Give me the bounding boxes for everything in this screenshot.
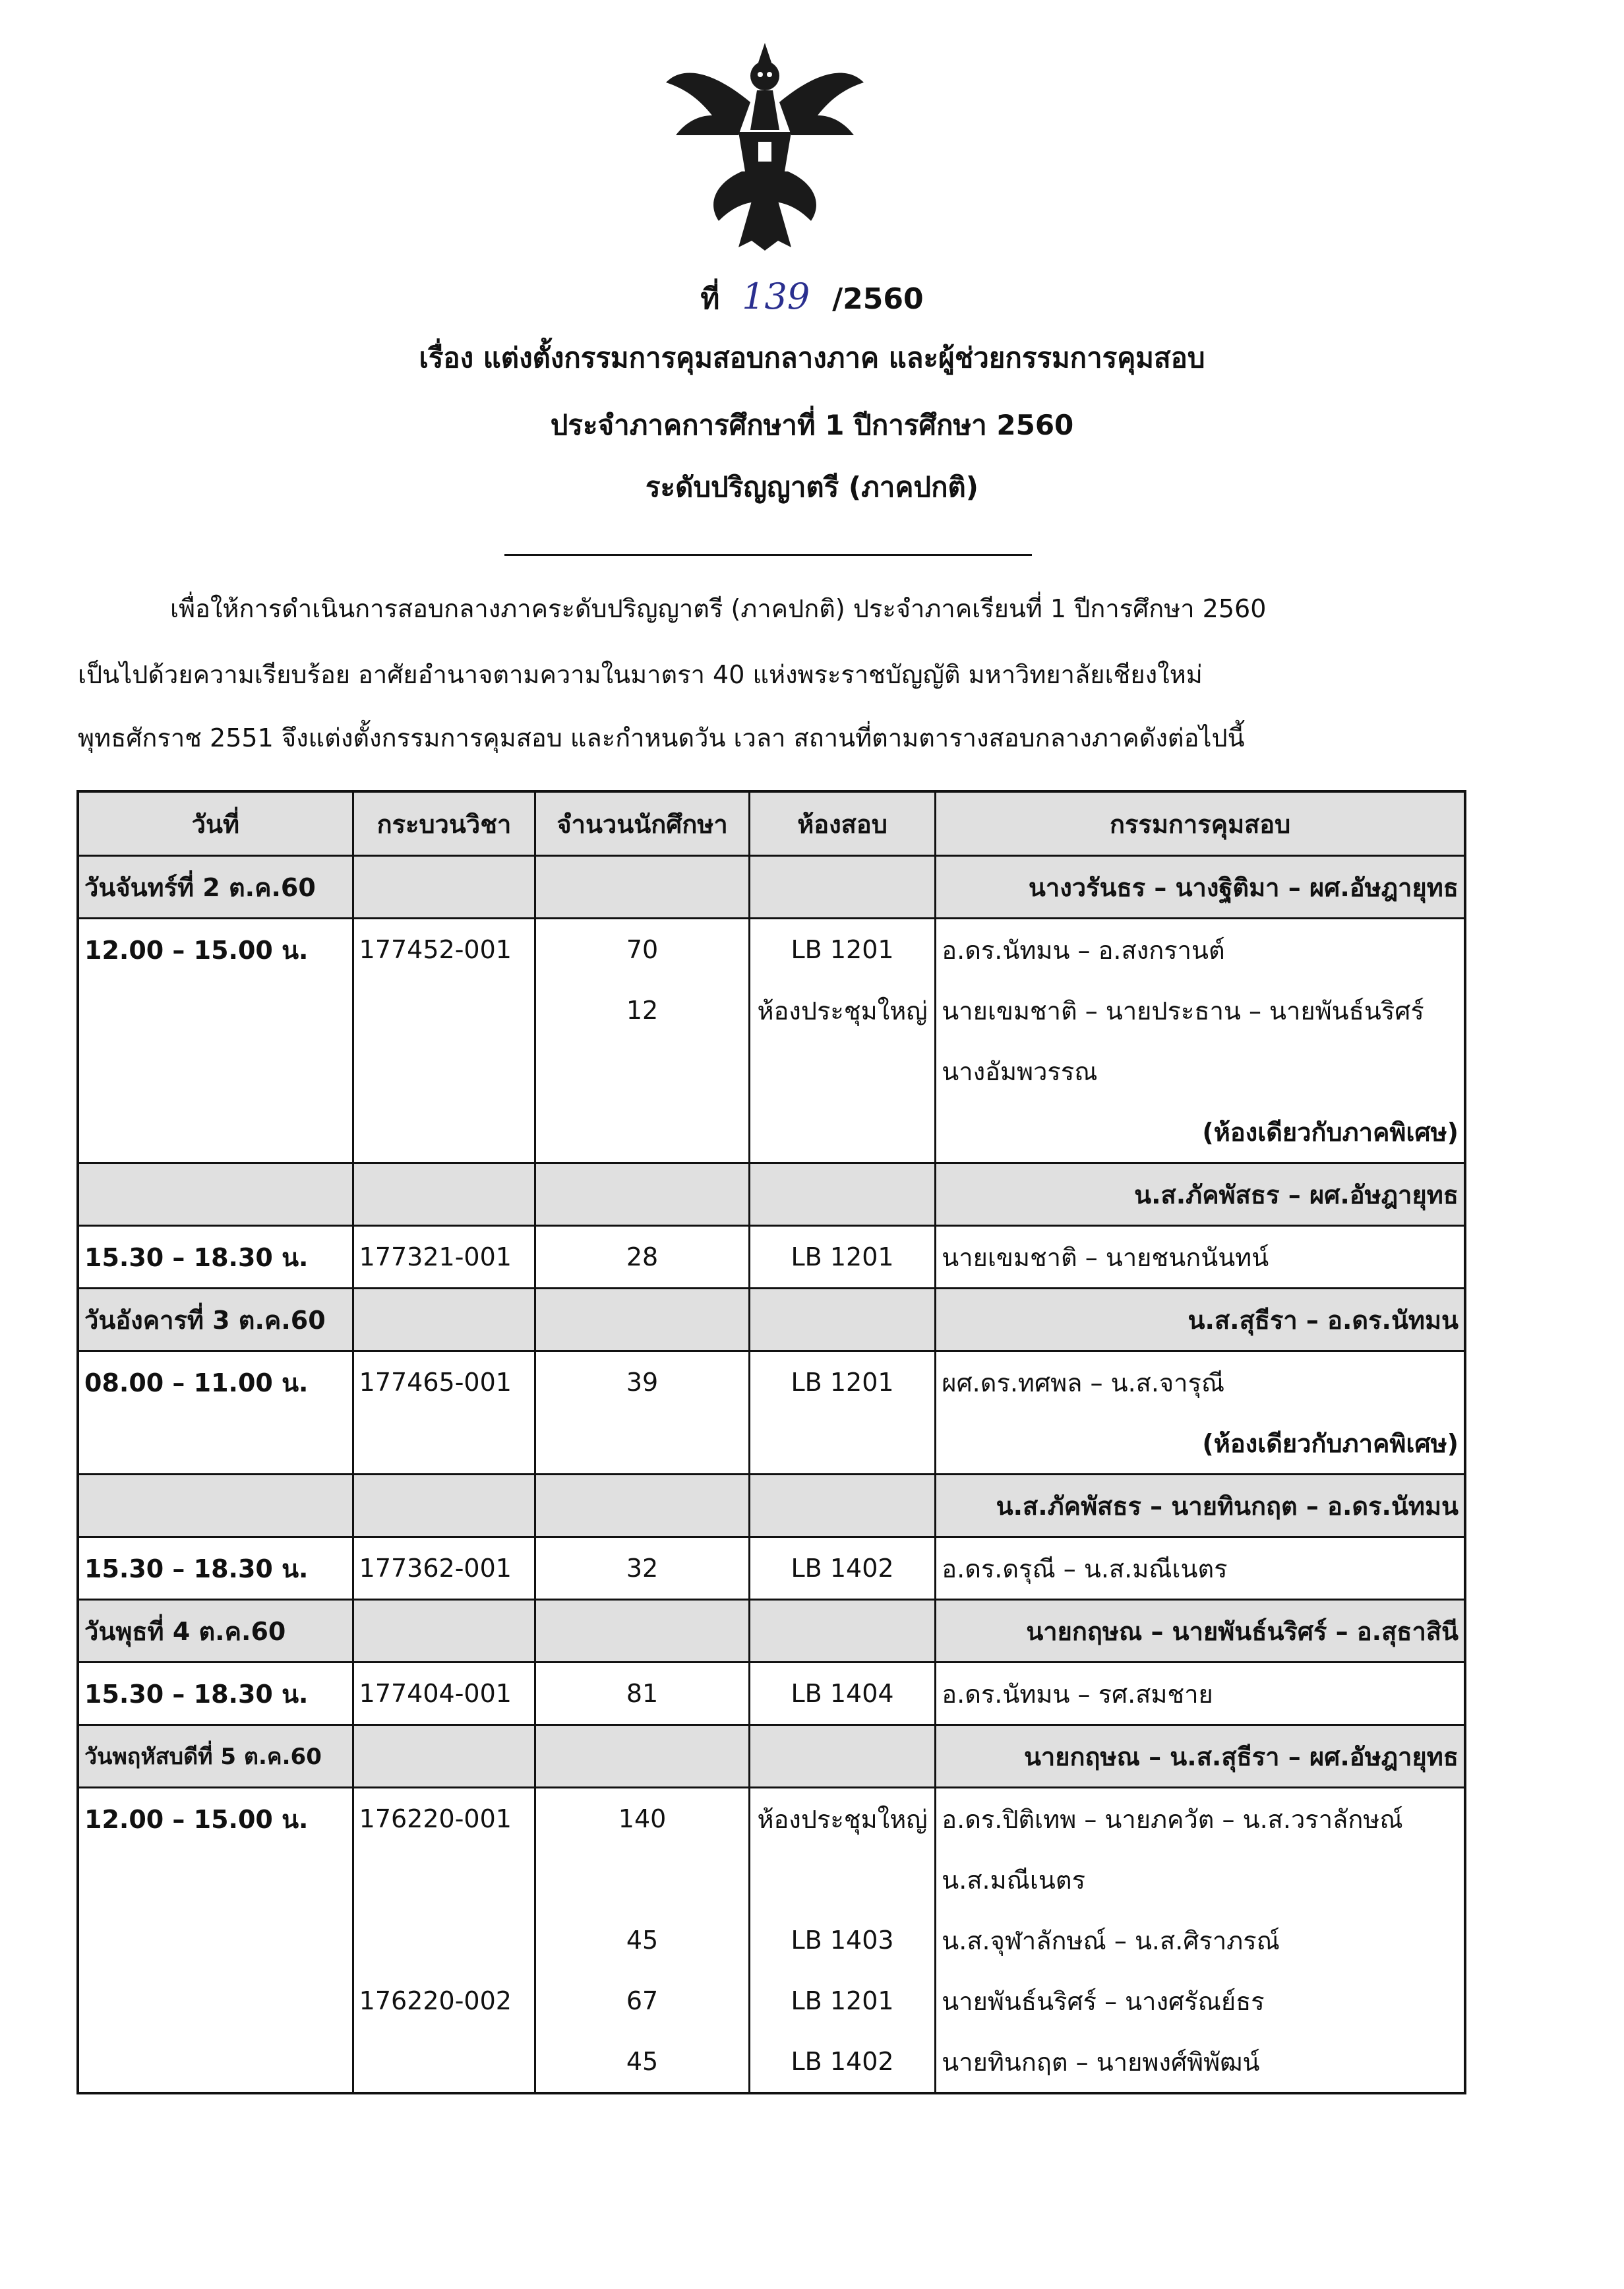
note-blank bbox=[353, 1413, 535, 1475]
note-blank bbox=[535, 1413, 749, 1475]
course-code bbox=[353, 1041, 535, 1101]
exam-time: 12.00 – 15.00 น. bbox=[78, 919, 353, 981]
proctors: น.ส.จุฬาลักษณ์ – น.ส.ศิราภรณ์ bbox=[936, 1910, 1465, 1970]
garuda-emblem-icon bbox=[659, 36, 870, 260]
table-row bbox=[78, 1351, 1465, 1413]
subject-title: เรื่อง แต่งตั้งกรรมการคุมสอบกลางภาค และผู้ช่วยกรรมการคุมสอบ bbox=[419, 342, 1205, 374]
table-row bbox=[78, 1849, 1465, 1910]
header-course: กระบวนวิชา bbox=[353, 791, 535, 856]
day-row bbox=[78, 1725, 1465, 1788]
exam-room: LB 1201 bbox=[749, 1970, 936, 2031]
header-student-count: จำนวนนักศึกษา bbox=[535, 791, 749, 856]
day-course-blank bbox=[353, 1475, 535, 1537]
day-row bbox=[78, 1475, 1465, 1537]
header-proctors: กรรมการคุมสอบ bbox=[936, 791, 1465, 856]
same-room-note: (ห้องเดียวกับภาคพิเศษ) bbox=[936, 1413, 1465, 1475]
day-supervisors: นางวรันธร – นางฐิติมา – ผศ.อัษฎายุทธ bbox=[936, 856, 1465, 919]
level-title: ระดับปริญญาตรี (ภาคปกติ) bbox=[645, 471, 978, 503]
course-code: 176220-002 bbox=[353, 1970, 535, 2031]
body-line-2: เป็นไปด้วยความเรียบร้อย อาศัยอำนาจตามความในมาตรา 40 แห่งพระราชบัญญัติ มหาวิทยาลัยเชียงใหม่ bbox=[78, 660, 1203, 689]
exam-room: LB 1201 bbox=[749, 919, 936, 981]
student-count: 12 bbox=[535, 980, 749, 1041]
course-code bbox=[353, 1910, 535, 1970]
order-number-handwritten: 139 bbox=[742, 276, 810, 317]
note-blank bbox=[749, 1101, 936, 1163]
student-count: 45 bbox=[535, 2031, 749, 2093]
exam-room: LB 1402 bbox=[749, 1537, 936, 1600]
proctors: ผศ.ดร.ทศพล – น.ส.จารุณี bbox=[936, 1351, 1465, 1413]
day-supervisors: น.ส.สุธีรา – อ.ดร.นัทมน bbox=[936, 1289, 1465, 1351]
exam-room: LB 1201 bbox=[749, 1226, 936, 1289]
exam-room: ห้องประชุมใหญ่ bbox=[749, 1788, 936, 1850]
exam-time bbox=[78, 980, 353, 1041]
table-body bbox=[78, 856, 1465, 2094]
day-row bbox=[78, 856, 1465, 919]
proctors: นายพันธ์นริศร์ – นางศรัณย์ธร bbox=[936, 1970, 1465, 2031]
exam-time: 12.00 – 15.00 น. bbox=[78, 1788, 353, 1850]
course-code: 177465-001 bbox=[353, 1351, 535, 1413]
exam-room: LB 1404 bbox=[749, 1663, 936, 1725]
same-room-note: (ห้องเดียวกับภาคพิเศษ) bbox=[936, 1101, 1465, 1163]
course-code: 177452-001 bbox=[353, 919, 535, 981]
proctors: อ.ดร.นัทมน – รศ.สมชาย bbox=[936, 1663, 1465, 1725]
exam-time bbox=[78, 1910, 353, 1970]
student-count: 81 bbox=[535, 1663, 749, 1725]
table-row bbox=[78, 1788, 1465, 1850]
day-room-blank bbox=[749, 1600, 936, 1663]
table-header-row bbox=[78, 791, 1465, 856]
course-code: 176220-001 bbox=[353, 1788, 535, 1850]
day-course-blank bbox=[353, 1725, 535, 1788]
course-code bbox=[353, 980, 535, 1041]
note-blank bbox=[78, 1413, 353, 1475]
day-supervisors: น.ส.ภัคพัสธร – ผศ.อัษฎายุทธ bbox=[936, 1163, 1465, 1226]
exam-room bbox=[749, 1849, 936, 1910]
table-row bbox=[78, 1041, 1465, 1101]
day-supervisors: น.ส.ภัคพัสธร – นายทินกฤต – อ.ดร.นัทมน bbox=[936, 1475, 1465, 1537]
exam-schedule-table bbox=[76, 790, 1466, 2094]
table-row bbox=[78, 1537, 1465, 1600]
student-count bbox=[535, 1849, 749, 1910]
title-divider bbox=[504, 554, 1032, 556]
day-count-blank bbox=[535, 856, 749, 919]
table-row bbox=[78, 1910, 1465, 1970]
day-room-blank bbox=[749, 1289, 936, 1351]
day-room-blank bbox=[749, 1725, 936, 1788]
exam-time bbox=[78, 1849, 353, 1910]
table-row bbox=[78, 1226, 1465, 1289]
exam-time: 08.00 – 11.00 น. bbox=[78, 1351, 353, 1413]
proctors: นายเขมชาติ – นายประธาน – นายพันธ์นริศร์ bbox=[936, 980, 1465, 1041]
exam-room: ห้องประชุมใหญ่ bbox=[749, 980, 936, 1041]
exam-room bbox=[749, 1041, 936, 1101]
student-count: 70 bbox=[535, 919, 749, 981]
header-room: ห้องสอบ bbox=[749, 791, 936, 856]
course-code bbox=[353, 2031, 535, 2093]
day-course-blank bbox=[353, 1289, 535, 1351]
course-code: 177362-001 bbox=[353, 1537, 535, 1600]
day-room-blank bbox=[749, 1475, 936, 1537]
header-date: วันที่ bbox=[78, 791, 353, 856]
note-blank bbox=[535, 1101, 749, 1163]
order-number-line bbox=[0, 276, 1624, 322]
exam-room: LB 1403 bbox=[749, 1910, 936, 1970]
exam-room: LB 1201 bbox=[749, 1351, 936, 1413]
exam-time bbox=[78, 2031, 353, 2093]
body-line-1: เพื่อให้การดำเนินการสอบกลางภาคระดับปริญญาตรี (ภาคปกติ) ประจำภาคเรียนที่ 1 ปีการศึกษา 2560 bbox=[170, 594, 1267, 623]
note-blank bbox=[749, 1413, 936, 1475]
day-count-blank bbox=[535, 1289, 749, 1351]
note-row bbox=[78, 1413, 1465, 1475]
student-count: 140 bbox=[535, 1788, 749, 1850]
proctors: อ.ดร.ดรุณี – น.ส.มณีเนตร bbox=[936, 1537, 1465, 1600]
day-date: วันอังคารที่ 3 ต.ค.60 bbox=[78, 1289, 353, 1351]
proctors: นางอัมพวรรณ bbox=[936, 1041, 1465, 1101]
day-room-blank bbox=[749, 856, 936, 919]
day-row bbox=[78, 1600, 1465, 1663]
note-blank bbox=[78, 1101, 353, 1163]
student-count: 67 bbox=[535, 1970, 749, 2031]
order-prefix: ที่ bbox=[700, 282, 720, 316]
exam-time: 15.30 – 18.30 น. bbox=[78, 1537, 353, 1600]
day-date bbox=[78, 1475, 353, 1537]
day-date: วันพุธที่ 4 ต.ค.60 bbox=[78, 1600, 353, 1663]
day-row bbox=[78, 1163, 1465, 1226]
day-count-blank bbox=[535, 1163, 749, 1226]
day-course-blank bbox=[353, 856, 535, 919]
day-date: วันจันทร์ที่ 2 ต.ค.60 bbox=[78, 856, 353, 919]
exam-time: 15.30 – 18.30 น. bbox=[78, 1226, 353, 1289]
exam-time bbox=[78, 1970, 353, 2031]
day-room-blank bbox=[749, 1163, 936, 1226]
day-count-blank bbox=[535, 1725, 749, 1788]
note-row bbox=[78, 1101, 1465, 1163]
course-code: 177404-001 bbox=[353, 1663, 535, 1725]
semester-title: ประจำภาคการศึกษาที่ 1 ปีการศึกษา 2560 bbox=[550, 409, 1074, 441]
table-row bbox=[78, 1663, 1465, 1725]
note-blank bbox=[353, 1101, 535, 1163]
day-count-blank bbox=[535, 1600, 749, 1663]
body-line-3: พุทธศักราช 2551 จึงแต่งตั้งกรรมการคุมสอบ และกำหนดวัน เวลา สถานที่ตามตารางสอบกลางภาคดังต่อไปนี้ bbox=[78, 723, 1245, 752]
exam-room: LB 1402 bbox=[749, 2031, 936, 2093]
table-row bbox=[78, 980, 1465, 1041]
student-count: 28 bbox=[535, 1226, 749, 1289]
day-supervisors: นายกฤษณ – น.ส.สุธีรา – ผศ.อัษฎายุทธ bbox=[936, 1725, 1465, 1788]
proctors: อ.ดร.นัทมน – อ.สงกรานต์ bbox=[936, 919, 1465, 981]
course-code: 177321-001 bbox=[353, 1226, 535, 1289]
course-code bbox=[353, 1849, 535, 1910]
day-count-blank bbox=[535, 1475, 749, 1537]
table-row bbox=[78, 2031, 1465, 2093]
student-count: 32 bbox=[535, 1537, 749, 1600]
order-year-suffix: /2560 bbox=[832, 282, 924, 316]
table-row bbox=[78, 1970, 1465, 2031]
day-course-blank bbox=[353, 1163, 535, 1226]
proctors: นายเขมชาติ – นายชนกนันทน์ bbox=[936, 1226, 1465, 1289]
student-count: 45 bbox=[535, 1910, 749, 1970]
exam-time: 15.30 – 18.30 น. bbox=[78, 1663, 353, 1725]
exam-time bbox=[78, 1041, 353, 1101]
student-count bbox=[535, 1041, 749, 1101]
student-count: 39 bbox=[535, 1351, 749, 1413]
day-row bbox=[78, 1289, 1465, 1351]
proctors: นายทินกฤต – นายพงศ์พิพัฒน์ bbox=[936, 2031, 1465, 2093]
table-row bbox=[78, 919, 1465, 981]
proctors: น.ส.มณีเนตร bbox=[936, 1849, 1465, 1910]
day-supervisors: นายกฤษณ – นายพันธ์นริศร์ – อ.สุธาสินี bbox=[936, 1600, 1465, 1663]
day-date: วันพฤหัสบดีที่ 5 ต.ค.60 bbox=[78, 1725, 353, 1788]
day-course-blank bbox=[353, 1600, 535, 1663]
proctors: อ.ดร.ปิติเทพ – นายภควัต – น.ส.วราลักษณ์ bbox=[936, 1788, 1465, 1850]
day-date bbox=[78, 1163, 353, 1226]
